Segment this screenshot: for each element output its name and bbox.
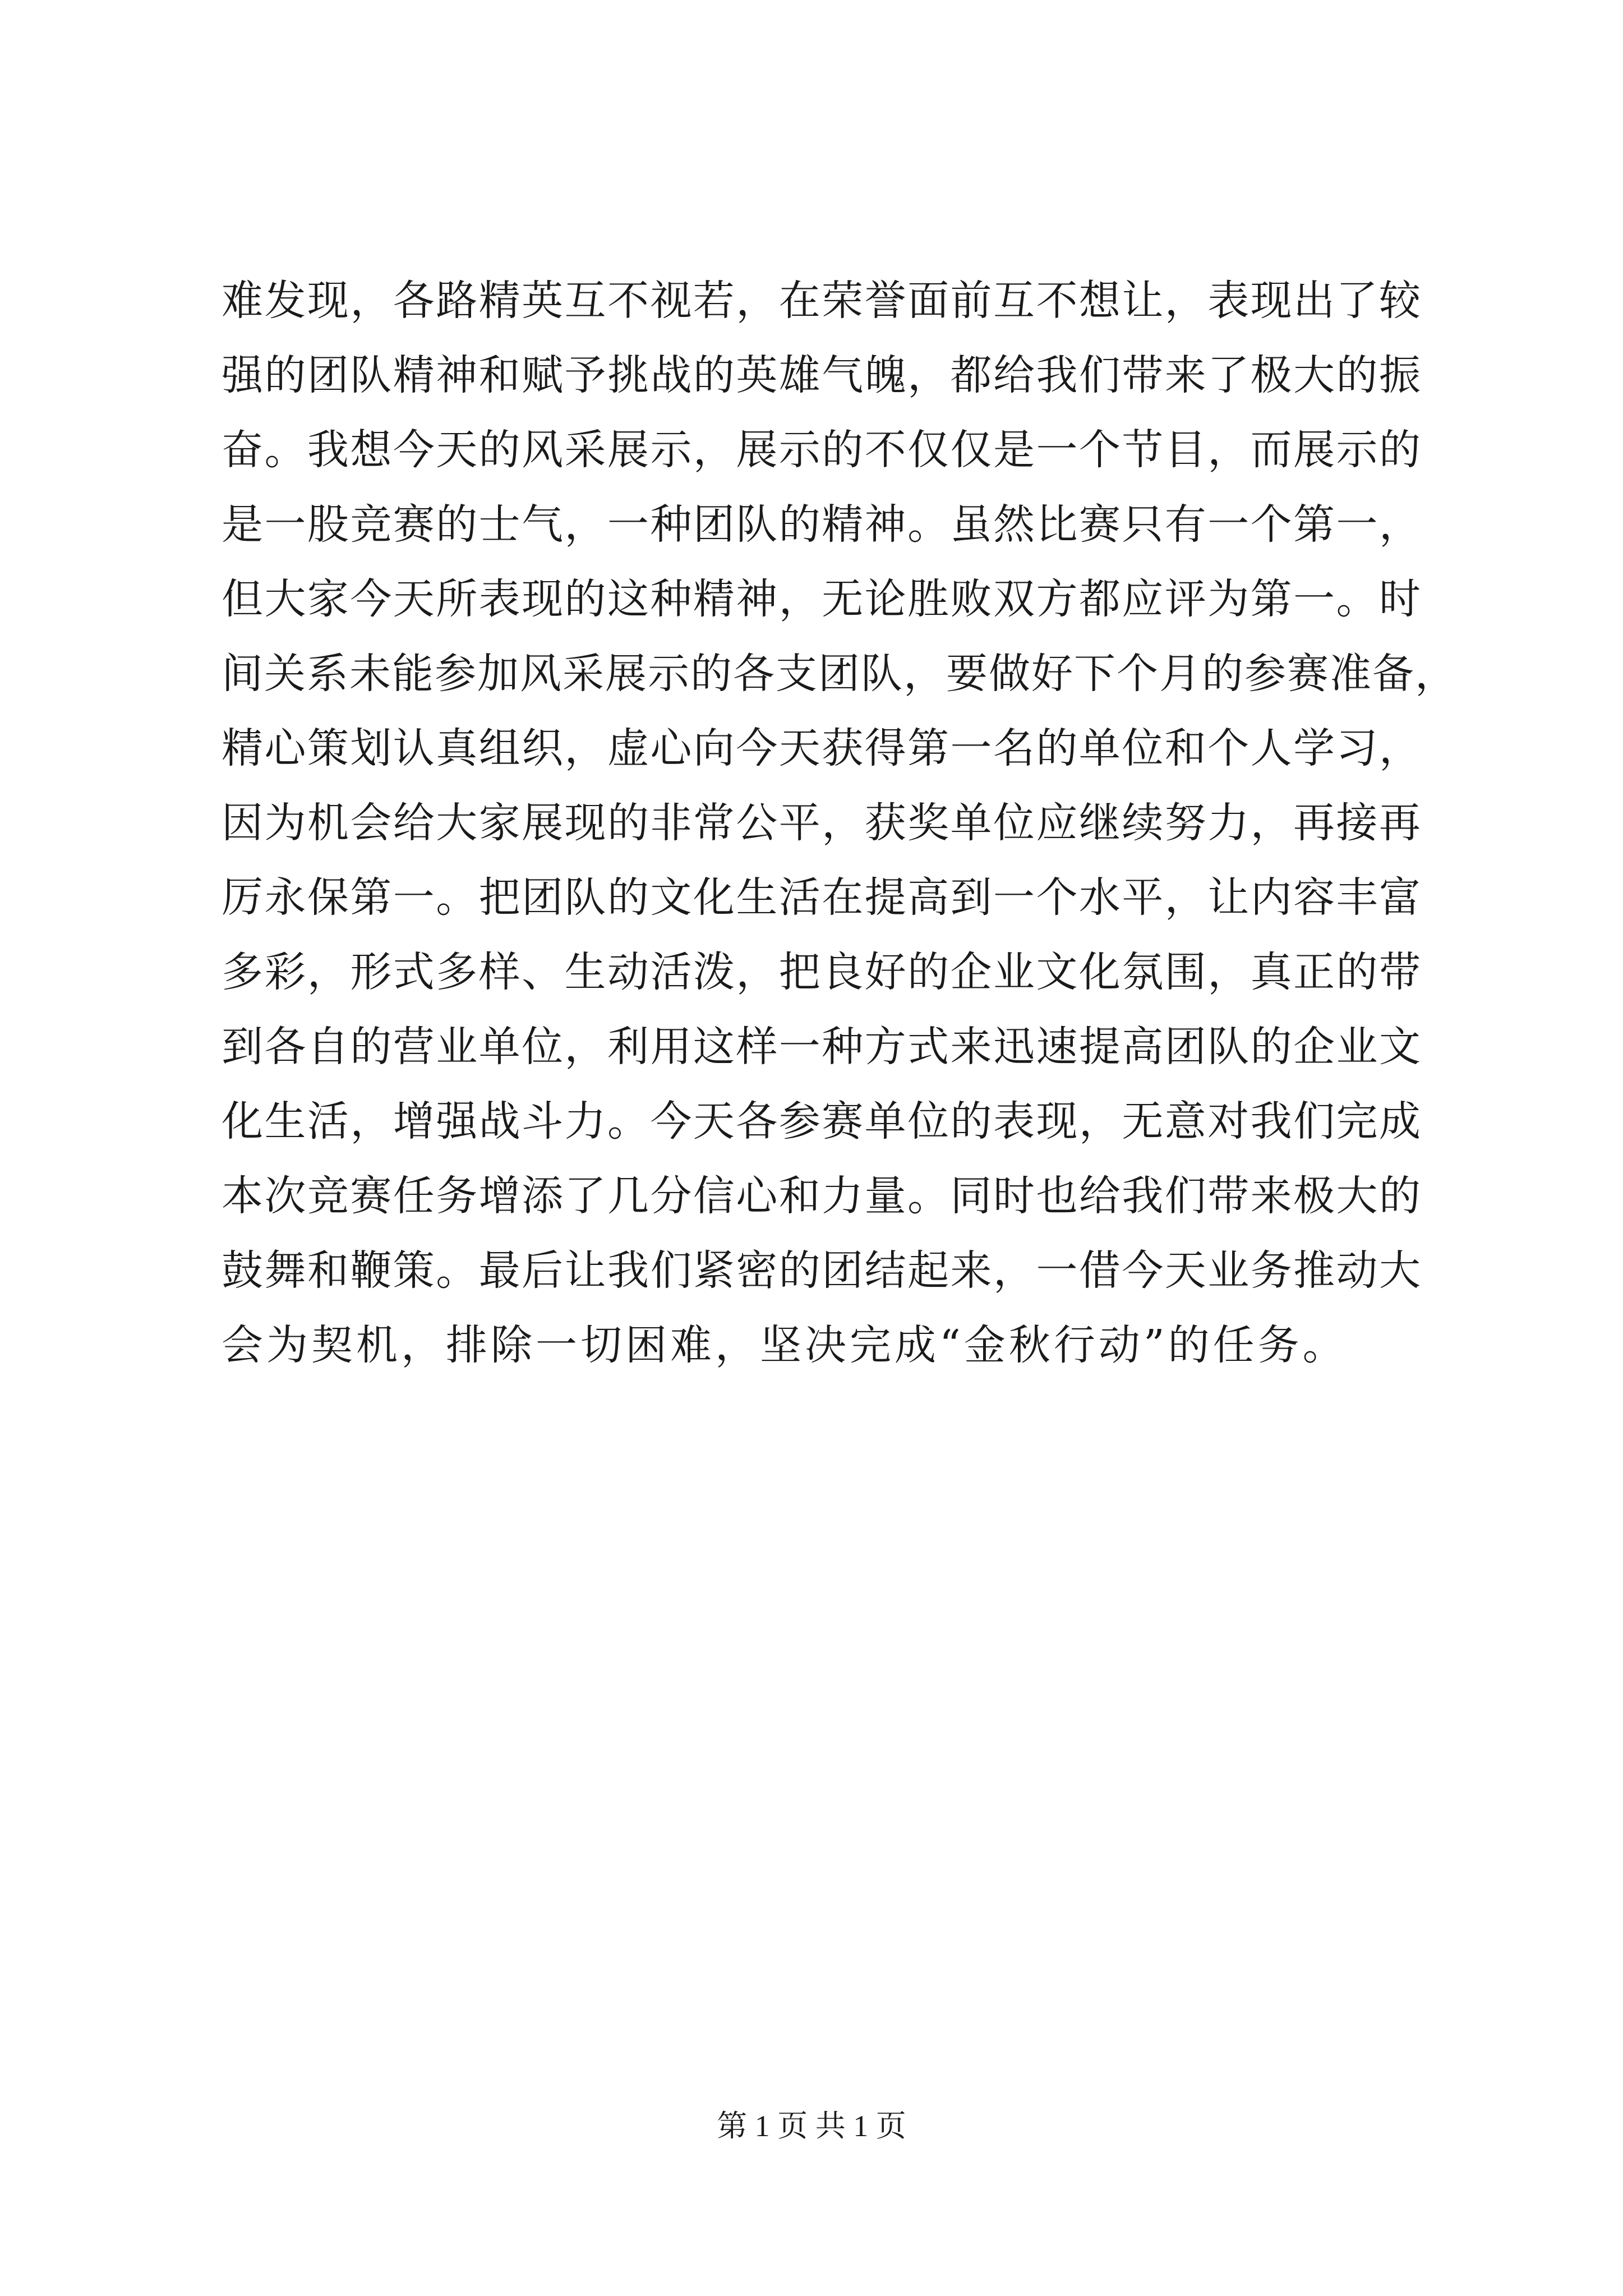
text-line: 化生活，增强战斗力。今天各参赛单位的表现，无意对我们完成 [222, 1097, 1422, 1145]
page-footer [0, 2106, 1623, 2146]
text-line: 但大家今天所表现的这种精神，无论胜败双方都应评为第一。时 [222, 575, 1422, 623]
text-line: 是一股竞赛的士气，一种团队的精神。虽然比赛只有一个第一， [222, 500, 1422, 549]
text-line: 难发现，各路精英互不视若，在荣誉面前互不想让，表现出了较 [222, 277, 1422, 325]
text-line: 厉永保第一。把团队的文化生活在提高到一个水平，让内容丰富 [222, 873, 1422, 922]
text-line: 到各自的营业单位，利用这样一种方式来迅速提高团队的企业文 [222, 1023, 1422, 1071]
page-number-indicator: 第 1 页 共 1 页 [717, 2109, 906, 2143]
text-line: 因为机会给大家展现的非常公平，获奖单位应继续努力，再接再 [222, 799, 1422, 847]
text-line: 鼓舞和鞭策。最后让我们紧密的团结起来，一借今天业务推动大 [222, 1246, 1422, 1295]
text-line: 间关系未能参加风采展示的各支团队，要做好下个月的参赛准备， [222, 650, 1458, 698]
body-paragraph [222, 264, 1458, 1383]
text-line: 精心策划认真组织，虚心向今天获得第一名的单位和个人学习， [222, 724, 1422, 772]
text-line: 会为契机，排除一切困难，坚决完成“金秋行动”的任务。 [222, 1321, 1348, 1369]
text-line: 奋。我想今天的风采展示，展示的不仅仅是一个节目，而展示的 [222, 426, 1422, 474]
text-line: 本次竞赛任务增添了几分信心和力量。同时也给我们带来极大的 [222, 1172, 1422, 1220]
text-line: 多彩，形式多样、生动活泼，把良好的企业文化氛围，真正的带 [222, 948, 1422, 996]
text-line: 强的团队精神和赋予挑战的英雄气魄，都给我们带来了极大的振 [222, 351, 1422, 399]
